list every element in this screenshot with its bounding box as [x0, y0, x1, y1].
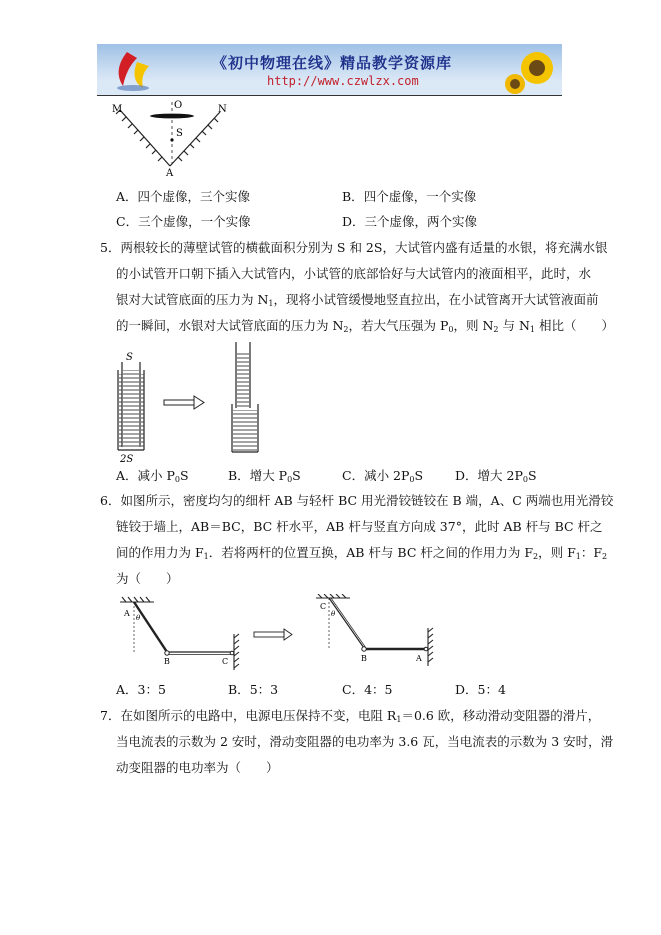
q4-option-c[interactable]: C．三个虚像，一个实像 [116, 214, 251, 229]
q4-option-d[interactable]: D．三个虚像，两个实像 [342, 214, 478, 229]
q5-line-4: 的一瞬间，水银对大试管底面的压力为 $N_2$，若大气压强为 $P_0$，则 $N_2$ 与 $N_1$ 相比（ ） [116, 318, 614, 334]
left-label-theta: θ [136, 614, 141, 622]
right-arrow-icon [164, 396, 204, 409]
right-arrow-icon [254, 629, 292, 640]
q6-line-4: 为（ ） [116, 571, 179, 586]
q5-option-d[interactable]: D．增大 $2P_0S$ [455, 468, 537, 484]
banner-url[interactable]: http://www.czwlzx.com [267, 74, 419, 88]
mirror-label-a: A [166, 168, 174, 176]
q4-option-a[interactable]: A．四个虚像，三个实像 [116, 189, 251, 204]
left-label-a: A [124, 609, 130, 618]
q5-option-a[interactable]: A．减小 $P_0S$ [116, 468, 189, 484]
mirror-figure [110, 98, 240, 176]
q6-line-2: 链铰于墙上，AB＝BC，BC 杆水平，AB 杆与竖直方向成 37°，此时 AB 杆与 BC 杆之 [116, 519, 603, 534]
mirror-label-o: O [174, 100, 183, 111]
right-label-c: C [320, 602, 327, 611]
right-label-a: A [416, 654, 422, 663]
q6-option-a[interactable]: A．3：5 [116, 682, 166, 697]
right-label-b: B [361, 654, 367, 663]
q6-option-d[interactable]: D．5：4 [455, 682, 506, 697]
q6-line-1: 6．如图所示，密度均匀的细杆 AB 与轻杆 BC 用光滑铰链铰在 B 端，A、C 两端也用光滑铰 [100, 493, 614, 508]
big-tube-label: 2S [120, 454, 134, 464]
q6-line-3: 间的作用力为 $F_1$．若将两杆的位置互换，AB 杆与 BC 杆之间的作用力为 $F_2$，则 $F_1$：$F_2$ [116, 545, 608, 561]
q5-option-b[interactable]: B．增大 $P_0S$ [228, 468, 301, 484]
header-rule [97, 95, 562, 96]
q7-line-3: 动变阻器的电功率为（ ） [116, 760, 279, 775]
header-banner [97, 44, 562, 96]
q7-line-1: 7．在如图所示的电路中，电源电压保持不变，电阻 $R_1=0.6$ 欧，移动滑动变阻器的滑片， [100, 708, 601, 724]
mirror-label-s: S [176, 128, 183, 139]
q5-option-c[interactable]: C．减小 $2P_0S$ [342, 468, 424, 484]
q5-line-3: 银对大试管底面的压力为 $N_1$，现将小试管缓慢地竖直拉出，在小试管离开大试管液面前 [116, 292, 599, 308]
banner-title: 《初中物理在线》精品教学资源库 [212, 54, 453, 72]
q7-line-2: 当电流表的示数为 2 安时，滑动变阻器的电功率为 3.6 瓦，当电流表的示数为 3 安时，滑 [116, 734, 614, 749]
right-label-theta: θ [331, 610, 336, 618]
q5-line-1: 5．两根较长的薄壁试管的横截面积分别为 S 和 2S，大试管内盛有适量的水银，将充满水银 [100, 240, 608, 255]
q5-line-2: 的小试管开口朝下插入大试管内，小试管的底部恰好与大试管内的液面相平，此时，水 [116, 266, 592, 281]
q6-option-c[interactable]: C．4：5 [342, 682, 393, 697]
mirror-label-n: N [218, 104, 227, 115]
q6-option-b[interactable]: B．5：3 [228, 682, 279, 697]
left-label-b: B [164, 657, 170, 666]
test-tube-figure [110, 340, 270, 464]
left-label-c: C [222, 657, 229, 666]
rod-figure [110, 594, 440, 674]
q4-option-b[interactable]: B．四个虚像，一个实像 [342, 189, 477, 204]
small-tube-label: S [126, 352, 133, 363]
mirror-label-m: M [112, 104, 123, 115]
